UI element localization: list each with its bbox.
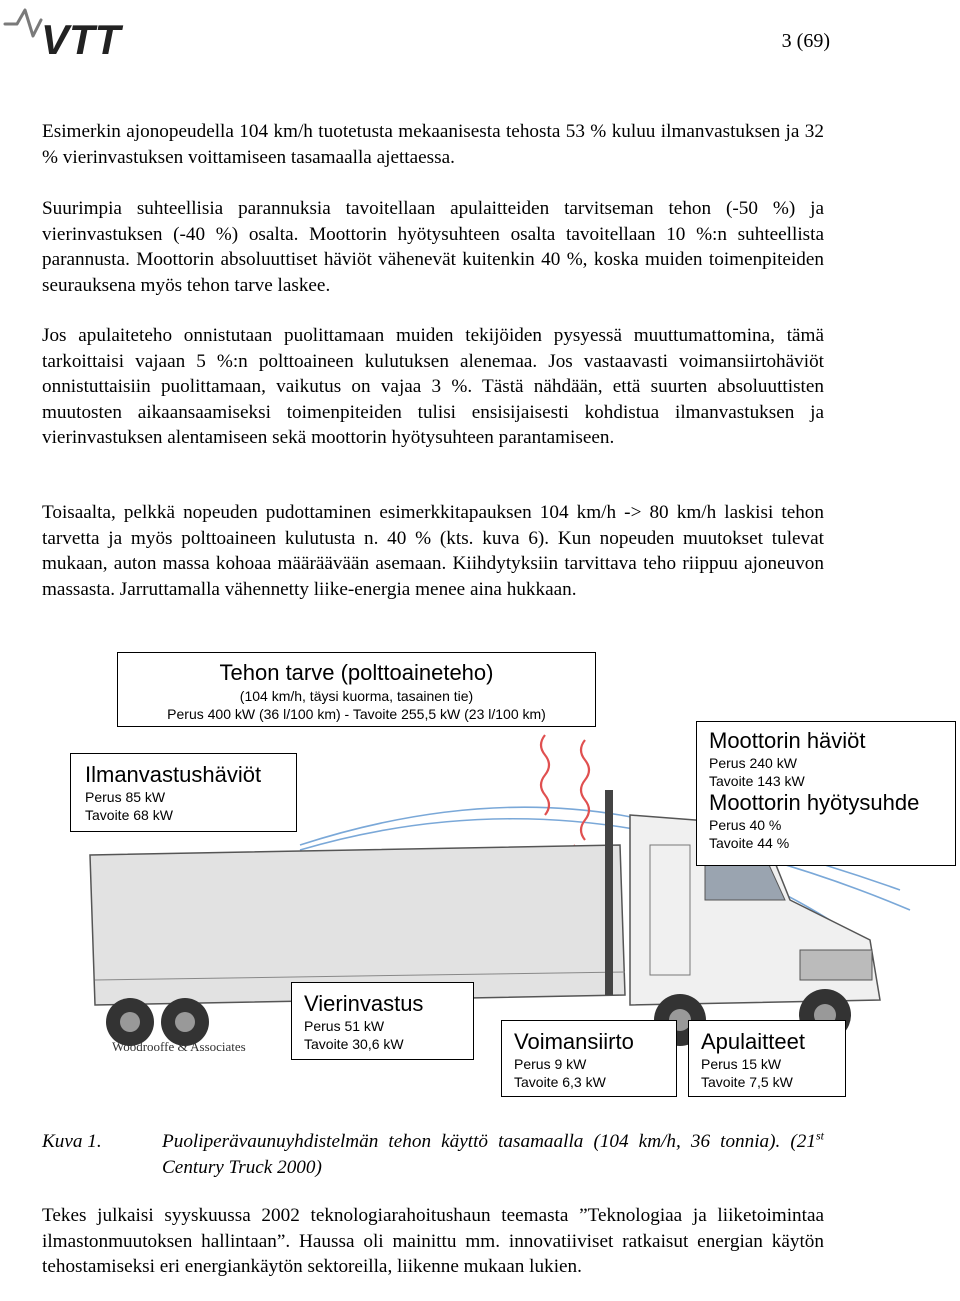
rolling-resistance-base: Perus 51 kW: [304, 1018, 385, 1034]
caption-text: [162, 1129, 824, 1180]
power-demand-box: [117, 652, 596, 727]
caption-text-end: Century Truck 2000): [162, 1156, 322, 1178]
air-resistance-base: Perus 85 kW: [85, 789, 166, 805]
air-resistance-title: Ilmanvastushäviöt: [85, 762, 262, 787]
engine-efficiency-target: Tavoite 44 %: [709, 835, 790, 851]
engine-efficiency-base: Perus 40 %: [709, 817, 782, 833]
logo-text: VTT: [41, 16, 121, 60]
rolling-resistance-title: Vierinvastus: [304, 991, 424, 1016]
power-demand-conditions: (104 km/h, täysi kuorma, tasainen tie): [239, 688, 474, 704]
engine-losses-title: Moottorin häviöt: [709, 728, 866, 753]
power-demand-values: Perus 400 kW (36 l/100 km) - Tavoite 255,5 kW (23 l/100 km): [167, 706, 546, 722]
engine-losses-target: Tavoite 143 kW: [709, 773, 805, 789]
paragraph-5: Tekes julkaisi syyskuussa 2002 teknologiarahoitushaun teemasta ”Teknologiaa ja liiketoimintaa ilmastonmuutoksen hallintaan”. Haussa oli mainittu mm. innovatiiviset ratkaisut energian käytön tehostamiseksi eri energiankäytön sektoreilla, liikenne mukaan lukien.: [42, 1205, 824, 1278]
page-number: 3 (69): [781, 30, 830, 52]
paragraph-4: Toisaalta, pelkkä nopeuden pudottaminen esimerkkitapauksen 104 km/h -> 80 km/h laskisi tehon tarvetta ja myös polttoaineen kulutusta n. 40 % (kts. kuva 6). Kun nopeuden muutokset tulevat mukaan, auton massa kohoaa määräävään asemaan. Kiihdytyksiin tarvittava teho riippuu ajoneuvon massasta. Jarruttamalla vähennetty liike-energia menee aina hukkaan.: [42, 502, 824, 600]
exhaust-stack: [605, 790, 613, 995]
air-resistance-box: [70, 753, 297, 832]
caption-label: Kuva 1.: [42, 1131, 102, 1152]
auxiliaries-title: Apulaitteet: [701, 1029, 805, 1054]
paragraph-1: Esimerkin ajonopeudella 104 km/h tuotetusta mekaanisesta tehosta 53 % kuluu ilmanvastuksen ja 32 % vierinvastuksen voittamiseen tasamaalla ajettaessa.: [42, 121, 824, 168]
transmission-box: [501, 1020, 677, 1097]
paragraph-2: Suurimpia suhteellisia parannuksia tavoitellaan apulaitteiden tarvitseman tehon (-50 %) ja vierinvastuksen (-40 %) osalta. Moottorin hyötysuhteen osalta tavoitellaan 10 %:n suhteellista parannusta. Moottorin absoluuttiset häviöt vähenevät kuitenkin 40 %, koska muiden toimenpiteiden seurauksena myös tehon tarve laskee.: [42, 198, 824, 296]
power-demand-title: Tehon tarve (polttoaineteho): [219, 660, 494, 685]
caption-text-main: Puoliperävaunuyhdistelmän tehon käyttö tasamaalla (104 km/h, 36 tonnia). (21: [162, 1131, 816, 1152]
auxiliaries-target: Tavoite 7,5 kW: [701, 1074, 793, 1090]
vtt-logo: [3, 2, 161, 60]
engine-efficiency-title: Moottorin hyötysuhde: [709, 790, 920, 815]
transmission-target: Tavoite 6,3 kW: [514, 1074, 606, 1090]
transmission-title: Voimansiirto: [514, 1029, 634, 1054]
engine-losses-base: Perus 240 kW: [709, 755, 797, 771]
auxiliaries-box: [688, 1020, 846, 1097]
transmission-base: Perus 9 kW: [514, 1056, 587, 1072]
image-credit: Woodrooffe & Associates: [112, 1039, 246, 1054]
auxiliaries-base: Perus 15 kW: [701, 1056, 782, 1072]
paragraph-3: Jos apulaiteteho onnistutaan puolittamaan muiden tekijöiden pysyessä muuttumattomina, tämä tarkoittaisi vajaan 5 %:n polttoaineen kulutuksen alenemaa. Jos vastaavasti voimansiirtohäviöt onnistuttaisiin puolittamaan, vaikutus on vajaa 3 %. Tästä nähdään, että suurten absoluuttisten muutosten aikaansaamiseksi toimenpiteiden tulisi ensisijaisesti kohdistua ilmanvastuksen ja vierinvastuksen alentamiseen sekä moottorin hyötysuhteen parantamiseen.: [42, 325, 824, 449]
trailer-body: [90, 845, 625, 1005]
air-resistance-target: Tavoite 68 kW: [85, 807, 173, 823]
rolling-resistance-box: [291, 982, 474, 1060]
engine-box: [696, 721, 956, 866]
caption-superscript: st: [815, 1128, 824, 1143]
rolling-resistance-target: Tavoite 30,6 kW: [304, 1036, 404, 1052]
truck-power-figure: [0, 640, 960, 1110]
